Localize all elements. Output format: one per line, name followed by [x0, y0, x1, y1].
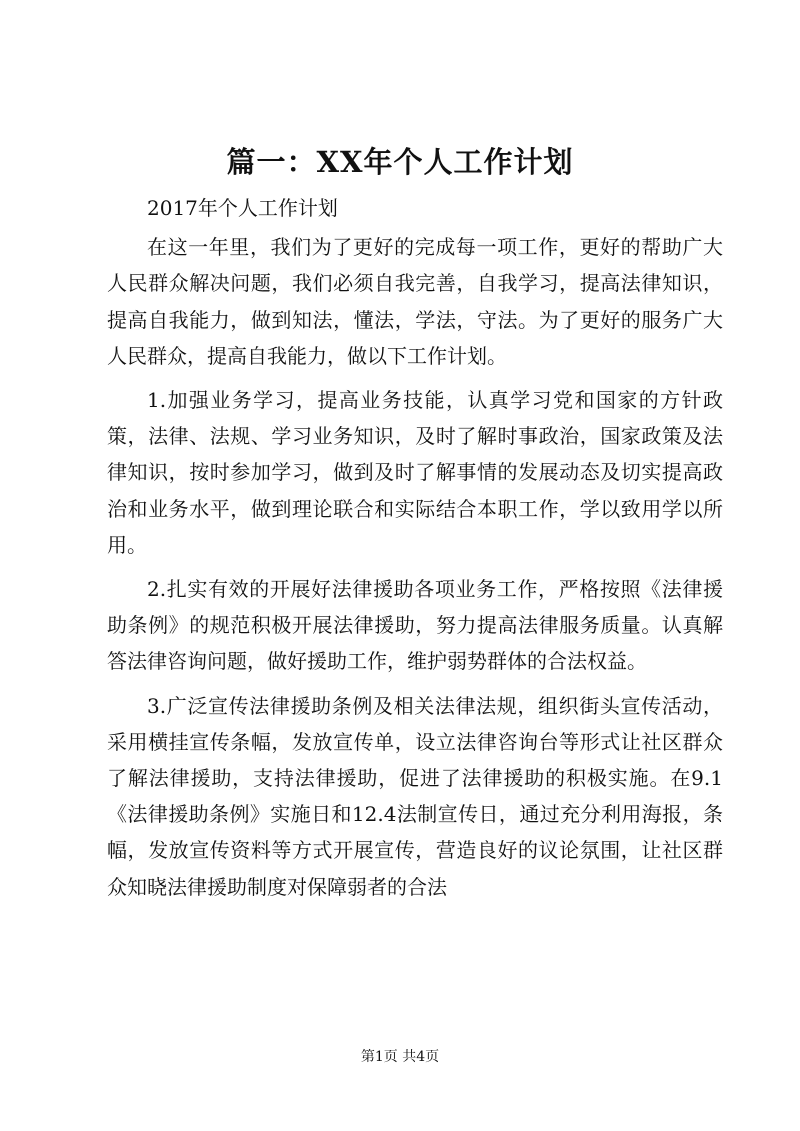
document-title: 篇一：XX年个人工作计划	[226, 145, 574, 179]
document-body	[107, 190, 723, 905]
paragraph-item-2: 2.扎实有效的开展好法律援助各项业务工作，严格按照《法律援助条例》的规范积极开展法律援助，努力提高法律服务质量。认真解答法律咨询问题，做好援助工作，维护弱势群体的合法权益。	[107, 577, 723, 674]
document-subtitle: 2017年个人工作计划	[147, 196, 338, 220]
paragraph-item-3: 3.广泛宣传法律援助条例及相关法律法规，组织街头宣传活动，采用横挂宣传条幅，发放宣传单，设立法律咨询台等形式让社区群众了解法律援助，支持法律援助，促进了法律援助的积极实施。在9.1《法律援助条例》实施日和12.4法制宣传日，通过充分利用海报，条幅，发放宣传资料等方式开展宣传，营造良好的议论氛围，让社区群众知晓法律援助制度对保障弱者的合法	[107, 693, 723, 899]
page-footer: 第1页 共4页	[360, 1049, 440, 1065]
paragraph-intro: 在这一年里，我们为了更好的完成每一项工作，更好的帮助广大人民群众解决问题，我们必须自我完善，自我学习，提高法律知识，提高自我能力，做到知法，懂法，学法，守法。为了更好的服务广大人民群众，提高自我能力，做以下工作计划。	[107, 235, 723, 368]
paragraph-item-1: 1.加强业务学习，提高业务技能，认真学习党和国家的方针政策，法律、法规、学习业务知识，及时了解时事政治，国家政策及法律知识，按时参加学习，做到及时了解事情的发展动态及切实提高政治和业务水平，做到理论联合和实际结合本职工作，学以致用学以所用。	[107, 388, 723, 557]
